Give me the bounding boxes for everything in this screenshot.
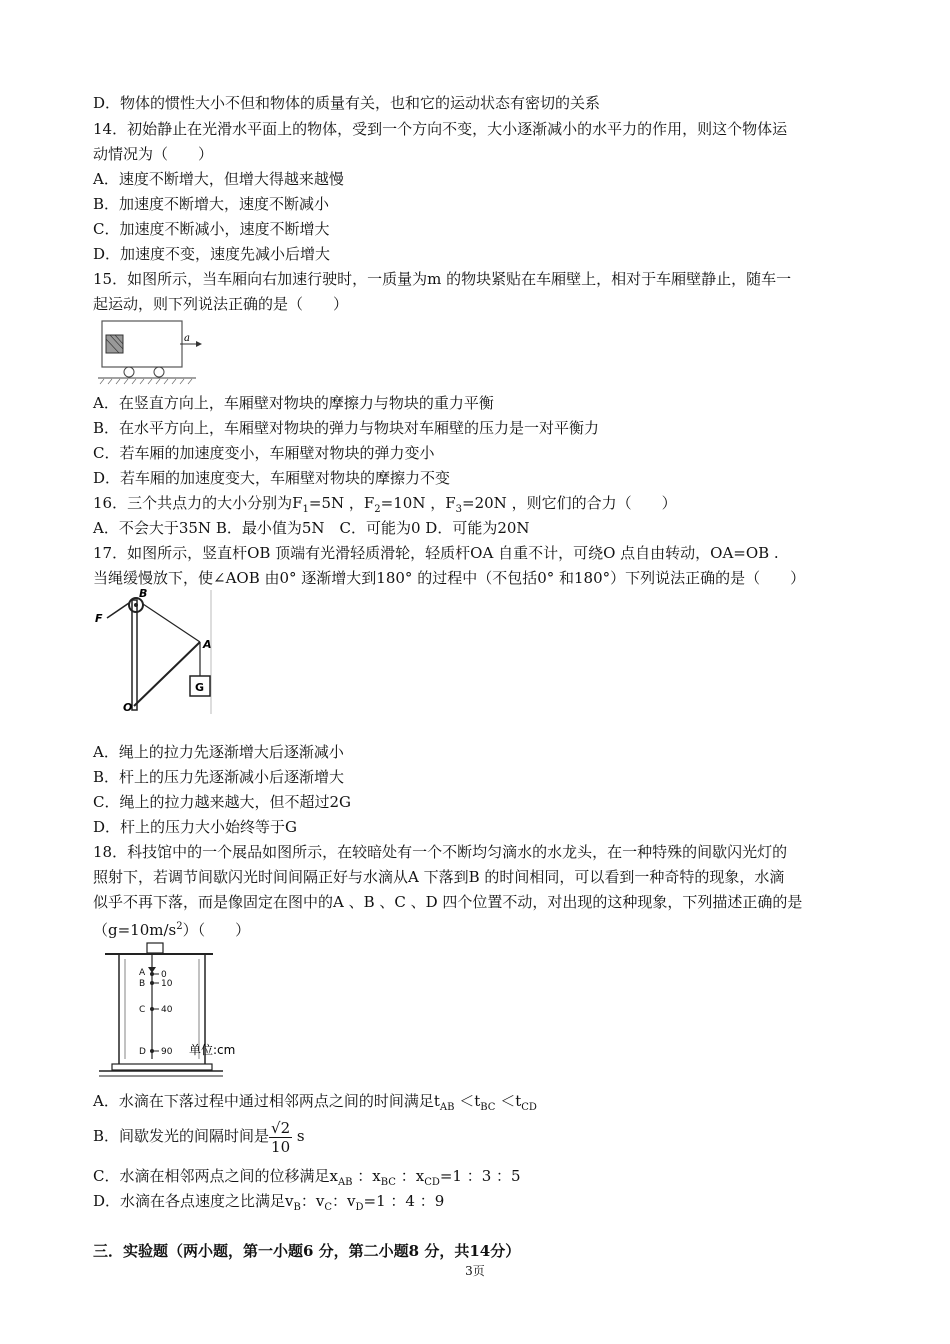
label-b: B [139, 979, 146, 989]
q15-option-c: C．若车厢的加速度变小，车厢壁对物块的弹力变小 [93, 444, 435, 462]
q18-stem-1: 18．科技馆中的一个展品如图所示，在较暗处有一个不断均匀滴水的水龙头，在一种特殊的间歇闪光灯的 [93, 843, 788, 861]
q15-stem-2: 起运动，则下列说法正确的是（ ） [93, 295, 349, 313]
q18-stem-4: $(g=10m/s^2)$（ ） [93, 921, 251, 939]
q17-option-d: D．杆上的压力大小始终等于G [93, 818, 298, 836]
q18-stem-3: 似乎不再下落，而是像固定在图中的A 、B 、C 、D 四个位置不动，对出现的这种现象，下列描述正确的是 [93, 893, 803, 911]
label-a: A [203, 638, 212, 651]
q15-stem-1: 15．如图所示，当车厢向右加速行驶时，一质量为m 的物块紧贴在车厢壁上，相对于车厢壁静止，随车一 [93, 270, 792, 288]
q18-option-d: D．水滴在各点速度之比满足$v_B$：$v_C$：$v_D=1$ ：4 ：9 [93, 1192, 445, 1213]
label-c: C [139, 1005, 146, 1015]
q15-option-a: A．在竖直方向上，车厢壁对物块的摩擦力与物块的重力平衡 [93, 394, 494, 412]
q17-option-c: C．绳上的拉力越来越大，但不超过2G [93, 793, 352, 811]
q17-option-b: B．杆上的压力先逐渐减小后逐渐增大 [93, 768, 345, 786]
tick-40: 40 [161, 1005, 173, 1015]
q14-option-d: D．加速度不变，速度先减小后增大 [93, 245, 331, 263]
tick-0: 0 [161, 970, 167, 980]
page-number: 3页 [465, 1264, 485, 1278]
q14-option-a: A．速度不断增大，但增大得越来越慢 [93, 170, 344, 188]
unit-label: 单位:cm [189, 1043, 236, 1057]
section-3-heading: 三．实验题（两小题，第一小题6 分，第二小题8 分，共14分） [93, 1242, 521, 1260]
q18-option-a: A．水滴在下落过程中通过相邻两点之间的时间满足$t_{AB} <t_{BC} <t_{CD}$ [93, 1092, 537, 1113]
label-b: B [139, 588, 148, 600]
q13-option-d: D．物体的惯性大小不但和物体的质量有关，也和它的运动状态有密切的关系 [93, 94, 601, 112]
accel-label: a [184, 333, 190, 344]
q18-option-c: C．水滴在相邻两点之间的位移满足$x_{AB}$ ：$x_{BC}$ ：$x_{CD}=1$ ：3 ：5 [93, 1167, 521, 1188]
q16-options: A．不会大于35N B．最小值为5N C．可能为0 D．可能为20N [93, 519, 530, 537]
q15-option-d: D．若车厢的加速度变大，车厢壁对物块的摩擦力不变 [93, 469, 451, 487]
q15-option-b: B．在水平方向上，车厢壁对物块的弹力与物块对车厢壁的压力是一对平衡力 [93, 419, 600, 437]
label-g: G [195, 681, 205, 694]
q15-figure-train-car [96, 317, 206, 387]
q18-stem-2: 照射下，若调节间歇闪光时间间隔正好与水滴从A 下落到B 的时间相同，可以看到一种奇特的现象，水滴 [93, 868, 785, 886]
q17-figure-pulley-rod [93, 588, 218, 716]
label-a: A [139, 968, 146, 978]
fraction-sqrt2-over-10: $\frac{√2}{10}$ [271, 1118, 291, 1156]
q17-option-a: A．绳上的拉力先逐渐增大后逐渐减小 [93, 743, 344, 761]
q18-option-b: B．间歇发光的间隔时间是 $\frac{√2}{10}$ s [93, 1118, 305, 1156]
q17-stem-1: 17．如图所示，竖直杆OB 顶端有光滑轻质滑轮，轻质杆OA 自重不计，可绕O 点自由转动，OA=OB . [93, 544, 779, 562]
label-o: O [123, 701, 133, 714]
q18-figure-water-drop [95, 937, 245, 1083]
tick-90: 90 [161, 1047, 173, 1057]
label-d: D [139, 1047, 146, 1057]
q14-stem-2: 动情况为（ ） [93, 145, 214, 163]
tick-10: 10 [161, 979, 173, 989]
q14-option-b: B．加速度不断增大，速度不断减小 [93, 195, 330, 213]
q14-stem-1: 14．初始静止在光滑水平面上的物体，受到一个方向不变，大小逐渐减小的水平力的作用，则这个物体运 [93, 120, 788, 138]
q14-option-c: C．加速度不断减小，速度不断增大 [93, 220, 330, 238]
q17-stem-2: 当绳缓慢放下，使∠AOB 由0° 逐渐增大到180° 的过程中（不包括0° 和180°）下列说法正确的是（ ） [93, 569, 806, 587]
label-f: F [95, 612, 103, 625]
q16-stem: 16．三个共点力的大小分别为$F_1=5N$ ，$F_2=10N$ ，$F_3=20N$ ，则它们的合力（ ） [93, 494, 677, 515]
